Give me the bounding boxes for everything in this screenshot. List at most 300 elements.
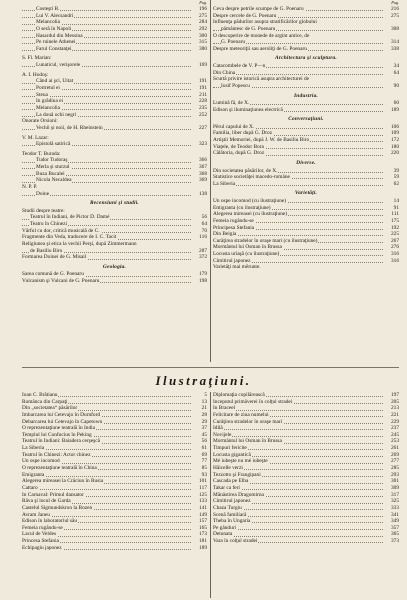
entry-title: Lui V. Alecsandri xyxy=(36,12,74,19)
entry-page-number: 261 xyxy=(383,445,399,452)
index-entry xyxy=(22,271,207,278)
entry-title: La Siberia xyxy=(213,180,236,187)
index-entry xyxy=(22,478,207,485)
entry-page-number: 191 xyxy=(191,85,207,92)
entry-page-number: 314 xyxy=(383,39,399,46)
entry-title: Vara în colţul stradei xyxy=(213,538,258,545)
entry-title: Farul Constanţei xyxy=(36,45,72,52)
entry-title: Doine xyxy=(36,190,50,197)
index-entry xyxy=(22,485,207,492)
entry-page-number: 28 xyxy=(191,412,207,419)
index-entry xyxy=(22,254,207,261)
entry-title: Ceva despre petrile scumpe de G. Poenaru xyxy=(213,6,304,12)
entry-page-number: 196 xyxy=(191,6,207,13)
entry-page-number: 316 xyxy=(383,251,399,258)
index-entry xyxy=(213,150,399,157)
index-entry xyxy=(213,211,399,218)
entry-page-number: 172 xyxy=(383,137,399,144)
entry-title: Debarcarea lui Cetevajo în Capetown xyxy=(22,418,103,425)
entry-page-number: 149 xyxy=(191,512,207,519)
index-entry xyxy=(213,472,399,479)
entry-page-number: 228 xyxy=(191,98,207,105)
entry-title: Pe ruinele Athenei xyxy=(36,39,76,46)
entry-title: O reprezentaţiune teatrală în India xyxy=(22,425,95,432)
entry-title: Lunaticul, verişorele xyxy=(36,62,81,69)
entry-page-number: 213 xyxy=(383,405,399,412)
entry-page-number: 37 xyxy=(191,425,207,432)
entry-page-number: 237 xyxy=(383,425,399,432)
entry-title: Melancolia xyxy=(36,104,61,111)
entry-title: Hăicelle verzi xyxy=(213,465,243,472)
entry-title: Idilă xyxy=(213,425,223,432)
section-heading: Industria. xyxy=(293,92,319,99)
entry-page-number: 380 xyxy=(191,46,207,53)
index-entry xyxy=(22,399,207,406)
entry-title: Locusta uriaşă (cu ilustraţiune) xyxy=(213,251,280,258)
entry-page-number: 369 xyxy=(191,177,207,184)
index-entry xyxy=(213,100,399,107)
index-entry xyxy=(213,438,399,445)
entry-title: La Siberia xyxy=(22,445,45,452)
entry-title: Religiunea şi etica la vechii Perşi, după Zimmermann xyxy=(22,241,137,247)
entry-page-number: 197 xyxy=(383,392,399,399)
entry-page-number: 60 xyxy=(383,100,399,107)
index-entry xyxy=(213,144,399,151)
entry-page-number: 275 xyxy=(383,13,399,20)
index-entry xyxy=(22,445,207,452)
entry-page-number: 69 xyxy=(191,452,207,459)
index-entry xyxy=(22,545,207,552)
index-entry xyxy=(213,70,399,77)
entry-page-number: 34 xyxy=(383,63,399,70)
entry-page-number: 141 xyxy=(191,505,207,512)
entry-page-number: 309 xyxy=(383,485,399,492)
index-entry xyxy=(22,85,207,92)
index-entry xyxy=(213,478,399,485)
section-heading: Varietăţi. xyxy=(294,190,318,197)
entry-page-number: 367 xyxy=(191,164,207,171)
index-entry xyxy=(213,26,399,33)
entry-title: Cattaro xyxy=(22,484,38,491)
index-entry xyxy=(22,26,207,33)
entry-title: Din „societatea“ păsărilor xyxy=(22,405,78,412)
author-name: Teodor T. Burada: xyxy=(22,150,61,157)
entry-page-number: 341 xyxy=(383,512,399,519)
entry-title: Principesa Stefania xyxy=(213,224,255,231)
entry-page-number: 323 xyxy=(191,141,207,148)
entry-page-number: 189 xyxy=(383,107,399,114)
column-divider-top xyxy=(210,0,211,362)
index-entry xyxy=(22,458,207,465)
entry-page-number: 180 xyxy=(383,144,399,151)
entry-title: Tudor Tudoraş xyxy=(36,157,68,164)
entry-title: Cascada pe Elba xyxy=(213,478,249,485)
entry-title: Locusta gigantică xyxy=(213,451,251,458)
section-heading: Recensiuni şi studii. xyxy=(90,200,139,207)
section-heading: Conversaţiuni. xyxy=(288,116,324,123)
entry-title: Cimitirul japonez xyxy=(213,257,251,264)
entry-page-number: 267 xyxy=(383,238,399,245)
index-entry xyxy=(213,63,399,70)
entry-page-number: 165 xyxy=(191,525,207,532)
entry-title: Teatru în Chinezi xyxy=(30,221,68,228)
index-entry xyxy=(22,39,207,46)
index-entry xyxy=(213,198,399,205)
entry-page-number: 285 xyxy=(383,465,399,472)
contents-column-right xyxy=(213,0,399,271)
entry-title: Takar ca ferí xyxy=(213,484,240,491)
entry-page-number: 368 xyxy=(191,171,207,178)
index-entry xyxy=(22,419,207,426)
index-entry xyxy=(22,412,207,419)
entry-title: Curăţirea stradelor în oraşe mari (cu ilustraţiune) xyxy=(213,237,318,244)
entry-title: Scurtă privire istorică asupra architecturei de xyxy=(213,76,309,83)
entry-page-number: 269 xyxy=(383,452,399,459)
entry-title: Inceputul primăverei în colţul stradei xyxy=(213,398,293,405)
entry-title: Timpuri fericite xyxy=(213,445,247,452)
index-entry xyxy=(213,83,399,90)
entry-title: Detunata xyxy=(213,531,233,538)
entry-page-number: 205 xyxy=(383,399,399,406)
entry-title: Edison şi iluminaţiunea electrică xyxy=(213,106,283,113)
index-entry xyxy=(22,512,207,519)
entry-page-number: 111 xyxy=(383,211,399,218)
index-entry xyxy=(22,62,207,69)
entry-title: Mormântul lui Osman în Brussa xyxy=(213,438,282,445)
entry-title: Mé iubeşte nu mé iubeşte xyxy=(213,458,268,465)
entry-page-number: 138 xyxy=(191,191,207,198)
entry-page-number: 316 xyxy=(383,258,399,265)
entry-title: Princesa Stefania xyxy=(22,538,59,545)
entry-title: O seră în Napoli xyxy=(36,25,72,32)
entry-page-number: 333 xyxy=(383,505,399,512)
entry-title: Mănăstirea Dragomirna xyxy=(213,491,264,498)
entry-title: Nicola Necaldea xyxy=(36,177,72,184)
section-heading: Diverse. xyxy=(296,160,316,167)
index-entry xyxy=(22,19,207,26)
index-entry xyxy=(213,452,399,459)
index-entry xyxy=(22,518,207,525)
index-entry xyxy=(213,251,399,258)
entry-title: Theba în Ungaria xyxy=(213,518,251,525)
illustrations-title: Ilustraţiuni. xyxy=(155,373,252,388)
index-entry xyxy=(213,13,399,20)
entry-page-number: 90 xyxy=(383,83,399,90)
entry-title: Costeşti B. xyxy=(36,6,60,12)
entry-page-number: 29 xyxy=(191,419,207,426)
entry-title: Iosif Popescu xyxy=(221,82,250,89)
index-entry xyxy=(213,76,399,83)
entry-page-number: 175 xyxy=(383,218,399,225)
entry-title: Pĕrul capului de X. xyxy=(213,123,255,130)
entry-title: G. Poenaru xyxy=(221,39,246,46)
entry-page-number: 189 xyxy=(191,545,207,552)
entry-title: Cimitirul japonez xyxy=(213,498,251,505)
entry-title: Fragmente din Veda, traducere de I. C. Tacit xyxy=(22,234,117,241)
entry-title: Sarea comună de G. Poenaru xyxy=(22,271,84,278)
entry-page-number: 191 xyxy=(191,78,207,85)
illustrations-column-left xyxy=(22,392,207,551)
index-entry xyxy=(213,405,399,412)
index-entry xyxy=(22,92,207,99)
entry-page-number: 125 xyxy=(191,492,207,499)
index-entry xyxy=(213,505,399,512)
index-entry xyxy=(213,392,399,399)
entry-page-number: 157 xyxy=(191,518,207,525)
entry-title: Din Belgia xyxy=(213,231,237,238)
entry-page-number: 13 xyxy=(191,399,207,406)
index-entry xyxy=(22,171,207,178)
entry-page-number: 349 xyxy=(383,518,399,525)
index-entry xyxy=(213,225,399,232)
index-entry xyxy=(22,234,207,241)
entry-page-number: 117 xyxy=(191,485,207,492)
entry-title: O reprezentaţiune teatrală în China xyxy=(22,465,97,472)
entry-title: pământesc de G. Poenaru xyxy=(221,25,276,32)
index-entry xyxy=(213,137,399,144)
index-entry xyxy=(22,112,207,119)
index-entry xyxy=(213,238,399,245)
entry-page-number: 106 xyxy=(383,124,399,131)
index-entry xyxy=(22,228,207,235)
entry-title: Diplomaţia copilărească xyxy=(213,392,265,398)
index-entry xyxy=(22,472,207,479)
entry-page-number: 5 xyxy=(191,392,207,399)
entry-title: Buza Bucalei xyxy=(36,170,65,177)
entry-page-number: 366 xyxy=(191,157,207,164)
entry-page-number: 275 xyxy=(191,13,207,20)
index-entry xyxy=(213,6,399,13)
entry-title: Teatrul în Chinezi: Actor chinez xyxy=(22,451,91,458)
entry-page-number: 64 xyxy=(191,221,207,228)
author-name: Onorate Orsioni: xyxy=(22,118,58,125)
index-entry xyxy=(213,425,399,432)
entry-page-number: 173 xyxy=(191,531,207,538)
entry-title: Despre meteoriţii sau aeroliţi de G. Poenaru xyxy=(213,45,307,52)
entry-title: Lacul de Veldes xyxy=(22,531,57,538)
index-entry xyxy=(213,181,399,188)
entry-title: O descoperire de monede de argint antice, de xyxy=(213,32,310,39)
index-entry xyxy=(22,452,207,459)
entry-title: Din China xyxy=(213,69,236,76)
entry-title: Epistolă satirică xyxy=(36,141,71,148)
column-divider-bottom xyxy=(210,392,211,598)
index-entry xyxy=(22,465,207,472)
entry-page-number: 325 xyxy=(383,498,399,505)
entry-page-number: 284 xyxy=(191,19,207,26)
index-entry xyxy=(213,168,399,175)
index-entry xyxy=(213,465,399,472)
index-entry xyxy=(22,432,207,439)
entry-page-number: 220 xyxy=(383,150,399,157)
entry-page-number: 21 xyxy=(191,405,207,412)
entry-title: Templul lui Confucius în Peking xyxy=(22,431,92,438)
index-entry xyxy=(213,445,399,452)
author-name: V. M. Lazar: xyxy=(22,134,49,141)
index-entry xyxy=(22,98,207,105)
entry-title: Femeia rugându-se xyxy=(213,217,254,224)
index-entry xyxy=(22,438,207,445)
entry-page-number: 85 xyxy=(191,465,207,472)
entry-title: Scenă familiară xyxy=(213,511,247,518)
entry-title: Familia, liber după G. Droz xyxy=(213,130,273,137)
index-entry xyxy=(22,164,207,171)
entry-title: Vulcanism şi Vulcani de G. Poenaru xyxy=(22,278,100,285)
index-entry xyxy=(213,19,399,26)
index-entry xyxy=(22,33,207,40)
index-entry xyxy=(22,141,207,148)
entry-title: Steua xyxy=(36,91,48,98)
index-entry xyxy=(22,538,207,545)
entry-title: Portretul ei xyxy=(36,85,60,92)
entry-title: Pe gânduri xyxy=(213,524,237,531)
index-entry xyxy=(22,13,207,20)
index-entry xyxy=(22,214,207,221)
index-entry xyxy=(213,485,399,492)
entry-page-number: 308 xyxy=(383,26,399,33)
entry-title: Avram Janeu xyxy=(22,511,50,518)
entry-title: Formarea Doinei de G. Misail xyxy=(22,254,87,261)
entry-page-number: 181 xyxy=(191,538,207,545)
entry-title: Din societatea păsărilor, de X. xyxy=(213,167,278,174)
entry-page-number: 317 xyxy=(383,492,399,499)
page-column-label: Pag. xyxy=(391,0,399,5)
index-entry xyxy=(213,512,399,519)
index-entry xyxy=(22,392,207,399)
entry-title: Edison în laboratoriul său xyxy=(22,518,78,525)
entry-title: Alegerea mireasei la Crăciun în Rusia xyxy=(22,478,104,485)
entry-page-number: 198 xyxy=(191,278,207,285)
entry-title: La două ochi negri xyxy=(36,111,77,118)
entry-title: Romănca din Carpaţi xyxy=(22,398,68,405)
index-entry xyxy=(213,492,399,499)
index-entry xyxy=(213,258,399,265)
entry-title: Emigranta (cu ilustraţiune) xyxy=(213,204,271,211)
entry-page-number: 245 xyxy=(383,432,399,439)
section-heading: Geologia. xyxy=(102,263,127,270)
entry-page-number: 56 xyxy=(191,438,207,445)
index-entry xyxy=(213,518,399,525)
entry-page-number: 292 xyxy=(191,26,207,33)
entry-title: Varietăţi mai mĕrunte. xyxy=(213,264,261,271)
entry-page-number: 373 xyxy=(383,538,399,545)
index-entry xyxy=(213,231,399,238)
entry-title: In Braceel xyxy=(213,405,236,412)
index-entry xyxy=(22,241,207,248)
entry-page-number: 133 xyxy=(191,498,207,505)
entry-page-number: 211 xyxy=(191,92,207,99)
index-entry xyxy=(213,124,399,131)
index-entry xyxy=(213,531,399,538)
entry-title: Despre cercele de G. Poenaru xyxy=(213,12,277,19)
index-entry xyxy=(22,405,207,412)
index-entry xyxy=(213,432,399,439)
entry-page-number: 276 xyxy=(383,244,399,251)
entry-page-number: 253 xyxy=(383,438,399,445)
contents-column-left xyxy=(22,0,207,285)
index-entry xyxy=(213,174,399,181)
section-separator xyxy=(22,367,399,368)
author-name: S. Fl. Marian: xyxy=(22,55,52,62)
index-entry xyxy=(22,498,207,505)
index-entry xyxy=(213,244,399,251)
index-entry xyxy=(213,39,399,46)
index-entry xyxy=(22,221,207,228)
entry-page-number: 277 xyxy=(383,458,399,465)
entry-title: Catacombele de V. P—n xyxy=(213,62,266,69)
entry-page-number: 93 xyxy=(191,472,207,479)
entry-page-number: 179 xyxy=(191,271,207,278)
entry-title: Studii despre teatre: xyxy=(22,207,65,214)
index-entry xyxy=(22,191,207,198)
entry-title: Emigranta xyxy=(22,471,45,478)
index-entry xyxy=(213,458,399,465)
entry-title: Vărful cu dor, critică musicală de C. xyxy=(22,227,100,234)
page-column-label: Pag. xyxy=(199,0,207,5)
entry-title: Statistice societăţei macedo-române xyxy=(213,174,290,181)
entry-title: Teatrul în Indiani: Baiadera cerşeşcă xyxy=(22,438,100,445)
index-entry xyxy=(22,505,207,512)
entry-title: Melancolia xyxy=(36,19,61,26)
entry-title: Viaţele, de Teodor Bora xyxy=(213,143,264,150)
entry-page-number: 39 xyxy=(383,168,399,175)
index-entry xyxy=(213,399,399,406)
index-entry xyxy=(213,218,399,225)
entry-page-number: 229 xyxy=(383,419,399,426)
index-entry xyxy=(213,130,399,137)
entry-title: Castelul Sigmundskron la Bozen xyxy=(22,504,93,511)
entry-page-number: 101 xyxy=(191,478,207,485)
index-entry xyxy=(22,248,207,255)
entry-page-number: 227 xyxy=(191,125,207,132)
entry-page-number: 61 xyxy=(191,445,207,452)
index-entry xyxy=(22,278,207,285)
entry-page-number: 301 xyxy=(383,478,399,485)
entry-page-number: 252 xyxy=(191,112,207,119)
index-entry xyxy=(22,425,207,432)
author-name: A. I. Hodoş: xyxy=(22,71,49,78)
entry-page-number: 372 xyxy=(191,254,207,261)
entry-page-number: 14 xyxy=(383,198,399,205)
index-entry xyxy=(213,107,399,114)
entry-page-number: 116 xyxy=(191,234,207,241)
entry-page-number: 235 xyxy=(191,105,207,112)
entry-title: Influenţa pădurilor asupra stratificărilor globului xyxy=(213,19,317,26)
entry-title: Imbarcarea lui Cetevajo în Durnford xyxy=(22,411,101,418)
index-entry xyxy=(22,208,207,215)
entry-title: Femeia rugându-se xyxy=(22,524,63,531)
illustrations-column-right xyxy=(213,392,399,545)
index-entry xyxy=(22,125,207,132)
entry-title: Artiştii Memoriei, după J. W. de Basiliu Biro xyxy=(213,137,310,144)
entry-title: Felicitare de ziua numelui xyxy=(213,411,269,418)
section-heading: Architectura şi sculptura. xyxy=(275,55,337,62)
entry-title: Ioan C. Brătianu xyxy=(22,392,58,398)
entry-title: Râva şi locul de Garda xyxy=(22,498,71,505)
index-entry xyxy=(22,157,207,164)
entry-page-number: 169 xyxy=(191,62,207,69)
index-entry xyxy=(213,419,399,426)
entry-page-number: 64 xyxy=(383,70,399,77)
entry-title: In Carnaval: Primul dansator xyxy=(22,491,84,498)
entry-page-number: 357 xyxy=(383,525,399,532)
entry-title: Echipagiu japonez xyxy=(22,544,62,551)
entry-title: Tezzotto şi Frangipani xyxy=(213,471,261,478)
entry-title: Vechii şi noii, de H. Rheinstein xyxy=(36,124,103,131)
author-name: N. P. P. xyxy=(22,184,38,191)
entry-title: de Basiliu Biro xyxy=(30,247,63,254)
index-entry xyxy=(213,538,399,545)
